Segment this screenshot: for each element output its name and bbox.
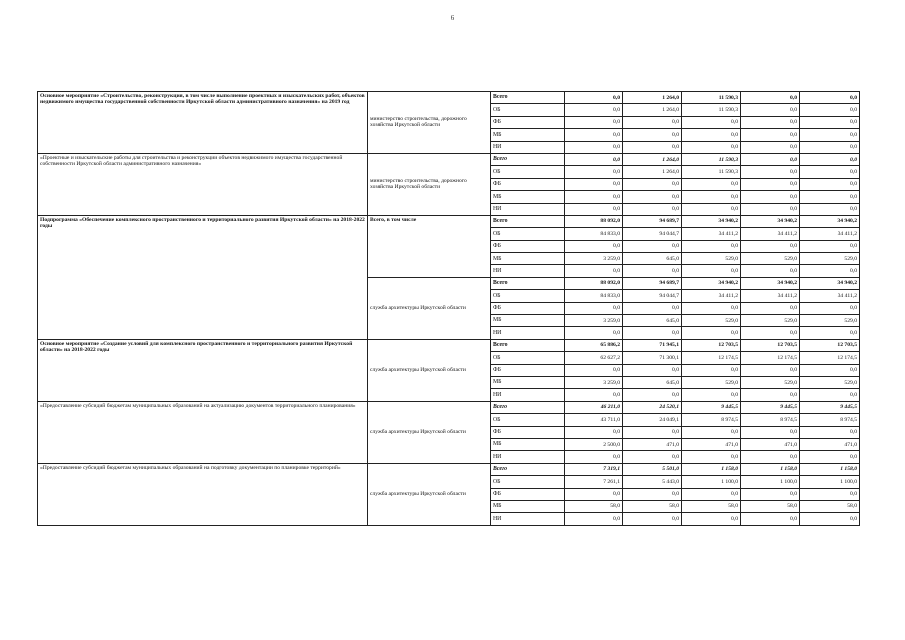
page-number: 6 <box>450 14 455 22</box>
amount-cell: 529,0 <box>800 376 860 388</box>
amount-cell: 58,0 <box>565 500 623 512</box>
amount-cell: 0,0 <box>741 92 800 104</box>
funding-source-cell: ФБ <box>491 302 565 314</box>
funding-source-cell: МБ <box>491 315 565 327</box>
amount-cell: 0,0 <box>682 513 741 525</box>
amount-cell: 0,0 <box>623 116 682 128</box>
amount-cell: 0,0 <box>565 116 623 128</box>
amount-cell: 0,0 <box>741 166 800 178</box>
funding-source-cell: Всего <box>491 153 565 165</box>
amount-cell: 34 411,2 <box>800 228 860 240</box>
executor-cell: министерство строительства, дорожного хозяйства Иркутской области <box>368 153 491 215</box>
amount-cell: 1 158,0 <box>682 463 741 475</box>
amount-cell: 0,0 <box>565 389 623 401</box>
table-body <box>38 92 860 526</box>
amount-cell: 0,0 <box>800 129 860 141</box>
amount-cell: 2 500,0 <box>565 438 623 450</box>
amount-cell: 0,0 <box>741 141 800 153</box>
amount-cell: 8 974,5 <box>682 414 741 426</box>
executor-cell: служба архитектуры Иркутской области <box>368 401 491 463</box>
amount-cell: 0,0 <box>623 302 682 314</box>
amount-cell: 0,0 <box>741 116 800 128</box>
amount-cell: 0,0 <box>565 426 623 438</box>
amount-cell: 529,0 <box>682 253 741 265</box>
table-row <box>38 463 860 475</box>
funding-source-cell: Всего <box>491 215 565 227</box>
amount-cell: 0,0 <box>623 129 682 141</box>
funding-source-cell: ФБ <box>491 364 565 376</box>
amount-cell: 5 501,0 <box>623 463 682 475</box>
amount-cell: 529,0 <box>741 376 800 388</box>
amount-cell: 1 158,0 <box>800 463 860 475</box>
table-row <box>38 92 860 104</box>
amount-cell: 0,0 <box>682 116 741 128</box>
funding-source-cell: ФБ <box>491 488 565 500</box>
amount-cell: 645,0 <box>623 315 682 327</box>
amount-cell: 58,0 <box>741 500 800 512</box>
amount-cell: 0,0 <box>682 141 741 153</box>
amount-cell: 0,0 <box>741 327 800 339</box>
amount-cell: 34 411,2 <box>800 290 860 302</box>
amount-cell: 1 264,0 <box>623 92 682 104</box>
amount-cell: 34 940,2 <box>682 277 741 289</box>
amount-cell: 0,0 <box>800 302 860 314</box>
amount-cell: 529,0 <box>800 253 860 265</box>
table-row <box>38 339 860 351</box>
funding-source-cell: ФБ <box>491 240 565 252</box>
funding-source-cell: МБ <box>491 376 565 388</box>
measure-title: Подпрограмма «Обеспечение комплексного пространственного и территориального развития Иркутской области» на 2018-2022 годы <box>38 215 368 339</box>
amount-cell: 65 886,2 <box>565 339 623 351</box>
funding-source-cell: НИ <box>491 513 565 525</box>
amount-cell: 7 319,1 <box>565 463 623 475</box>
amount-cell: 34 411,2 <box>741 228 800 240</box>
table-row <box>38 401 860 413</box>
amount-cell: 0,0 <box>682 302 741 314</box>
amount-cell: 1 100,0 <box>800 476 860 488</box>
amount-cell: 0,0 <box>741 191 800 203</box>
amount-cell: 0,0 <box>565 141 623 153</box>
amount-cell: 0,0 <box>741 426 800 438</box>
funding-source-cell: МБ <box>491 438 565 450</box>
funding-source-cell: ФБ <box>491 116 565 128</box>
amount-cell: 529,0 <box>741 315 800 327</box>
executor-cell: служба архитектуры Иркутской области <box>368 277 491 339</box>
amount-cell: 0,0 <box>682 451 741 463</box>
table-row <box>38 153 860 165</box>
funding-source-cell: НИ <box>491 389 565 401</box>
funding-source-cell: МБ <box>491 191 565 203</box>
amount-cell: 0,0 <box>800 104 860 116</box>
amount-cell: 0,0 <box>565 153 623 165</box>
amount-cell: 471,0 <box>741 438 800 450</box>
funding-source-cell: НИ <box>491 141 565 153</box>
measure-title: «Проектные и изыскательские работы для строительства и реконструкции объектов недвижимого имущества государственной собственности Иркутской области административного назначения» <box>38 153 368 215</box>
funding-source-cell: ОБ <box>491 414 565 426</box>
amount-cell: 3 259,0 <box>565 253 623 265</box>
amount-cell: 11 590,3 <box>682 153 741 165</box>
funding-source-cell: Всего <box>491 339 565 351</box>
executor-cell: служба архитектуры Иркутской области <box>368 339 491 401</box>
amount-cell: 1 100,0 <box>682 476 741 488</box>
funding-source-cell: ФБ <box>491 426 565 438</box>
amount-cell: 0,0 <box>682 191 741 203</box>
measure-title: «Предоставление субсидий бюджетам муниципальных образований на актуализацию документов территориального планирования» <box>38 401 368 463</box>
amount-cell: 62 627,2 <box>565 352 623 364</box>
amount-cell: 12 703,5 <box>800 339 860 351</box>
amount-cell: 0,0 <box>565 364 623 376</box>
amount-cell: 0,0 <box>800 265 860 277</box>
funding-source-cell: НИ <box>491 327 565 339</box>
amount-cell: 0,0 <box>682 265 741 277</box>
amount-cell: 0,0 <box>800 364 860 376</box>
amount-cell: 34 411,2 <box>682 290 741 302</box>
amount-cell: 5 443,0 <box>623 476 682 488</box>
amount-cell: 12 703,5 <box>682 339 741 351</box>
amount-cell: 0,0 <box>682 364 741 376</box>
amount-cell: 0,0 <box>741 265 800 277</box>
amount-cell: 88 092,0 <box>565 215 623 227</box>
amount-cell: 34 940,2 <box>800 215 860 227</box>
amount-cell: 0,0 <box>565 488 623 500</box>
amount-cell: 58,0 <box>682 500 741 512</box>
amount-cell: 1 264,0 <box>623 104 682 116</box>
amount-cell: 0,0 <box>682 129 741 141</box>
amount-cell: 0,0 <box>682 178 741 190</box>
funding-source-cell: Всего <box>491 401 565 413</box>
amount-cell: 34 940,2 <box>741 215 800 227</box>
amount-cell: 529,0 <box>682 315 741 327</box>
amount-cell: 8 974,5 <box>741 414 800 426</box>
amount-cell: 94 689,7 <box>623 277 682 289</box>
amount-cell: 1 158,0 <box>741 463 800 475</box>
amount-cell: 0,0 <box>565 203 623 215</box>
funding-source-cell: ОБ <box>491 228 565 240</box>
amount-cell: 24 520,1 <box>623 401 682 413</box>
amount-cell: 0,0 <box>682 426 741 438</box>
measure-title: Основное мероприятие «Создание условий для комплексного пространственного и территориального развития Иркутской области» на 2018-2022 годы <box>38 339 368 401</box>
amount-cell: 0,0 <box>741 153 800 165</box>
amount-cell: 8 974,5 <box>800 414 860 426</box>
funding-source-cell: НИ <box>491 451 565 463</box>
amount-cell: 0,0 <box>800 191 860 203</box>
amount-cell: 0,0 <box>623 426 682 438</box>
amount-cell: 0,0 <box>565 240 623 252</box>
amount-cell: 0,0 <box>623 513 682 525</box>
amount-cell: 12 703,5 <box>741 339 800 351</box>
amount-cell: 0,0 <box>623 488 682 500</box>
amount-cell: 0,0 <box>565 129 623 141</box>
amount-cell: 1 100,0 <box>741 476 800 488</box>
amount-cell: 0,0 <box>565 178 623 190</box>
amount-cell: 0,0 <box>800 141 860 153</box>
amount-cell: 0,0 <box>800 203 860 215</box>
amount-cell: 0,0 <box>565 451 623 463</box>
amount-cell: 58,0 <box>623 500 682 512</box>
funding-source-cell: МБ <box>491 500 565 512</box>
amount-cell: 0,0 <box>741 129 800 141</box>
amount-cell: 11 590,3 <box>682 92 741 104</box>
amount-cell: 12 174,5 <box>682 352 741 364</box>
measure-title: «Предоставление субсидий бюджетам муниципальных образований на подготовку документации по планировке территорий» <box>38 463 368 525</box>
amount-cell: 0,0 <box>682 240 741 252</box>
funding-source-cell: ОБ <box>491 104 565 116</box>
budget-table <box>37 91 860 526</box>
amount-cell: 0,0 <box>800 488 860 500</box>
funding-source-cell: Всего <box>491 463 565 475</box>
amount-cell: 34 940,2 <box>741 277 800 289</box>
amount-cell: 0,0 <box>800 178 860 190</box>
table-row <box>38 215 860 227</box>
amount-cell: 529,0 <box>682 376 741 388</box>
amount-cell: 94 044,7 <box>623 290 682 302</box>
amount-cell: 0,0 <box>741 240 800 252</box>
amount-cell: 0,0 <box>623 141 682 153</box>
funding-source-cell: МБ <box>491 253 565 265</box>
amount-cell: 471,0 <box>682 438 741 450</box>
amount-cell: 0,0 <box>623 451 682 463</box>
amount-cell: 0,0 <box>800 240 860 252</box>
amount-cell: 0,0 <box>741 451 800 463</box>
amount-cell: 0,0 <box>682 488 741 500</box>
amount-cell: 0,0 <box>800 166 860 178</box>
amount-cell: 0,0 <box>565 302 623 314</box>
amount-cell: 11 590,3 <box>682 166 741 178</box>
amount-cell: 84 833,0 <box>565 228 623 240</box>
amount-cell: 94 044,7 <box>623 228 682 240</box>
amount-cell: 0,0 <box>682 203 741 215</box>
amount-cell: 0,0 <box>623 364 682 376</box>
amount-cell: 34 411,2 <box>682 228 741 240</box>
amount-cell: 0,0 <box>800 513 860 525</box>
funding-source-cell: ОБ <box>491 352 565 364</box>
amount-cell: 94 689,7 <box>623 215 682 227</box>
amount-cell: 645,0 <box>623 376 682 388</box>
amount-cell: 0,0 <box>565 513 623 525</box>
amount-cell: 0,0 <box>800 451 860 463</box>
amount-cell: 529,0 <box>800 315 860 327</box>
amount-cell: 58,0 <box>800 500 860 512</box>
amount-cell: 9 445,5 <box>741 401 800 413</box>
amount-cell: 0,0 <box>741 488 800 500</box>
amount-cell: 9 445,5 <box>682 401 741 413</box>
amount-cell: 0,0 <box>800 92 860 104</box>
amount-cell: 0,0 <box>741 364 800 376</box>
funding-source-cell: Всего <box>491 277 565 289</box>
amount-cell: 0,0 <box>800 426 860 438</box>
amount-cell: 1 264,0 <box>623 166 682 178</box>
amount-cell: 12 174,5 <box>800 352 860 364</box>
amount-cell: 0,0 <box>565 104 623 116</box>
amount-cell: 0,0 <box>682 327 741 339</box>
amount-cell: 0,0 <box>682 389 741 401</box>
amount-cell: 34 411,2 <box>741 290 800 302</box>
funding-source-cell: ОБ <box>491 290 565 302</box>
amount-cell: 43 711,0 <box>565 414 623 426</box>
amount-cell: 0,0 <box>741 389 800 401</box>
amount-cell: 0,0 <box>623 265 682 277</box>
funding-source-cell: ОБ <box>491 166 565 178</box>
amount-cell: 471,0 <box>800 438 860 450</box>
amount-cell: 0,0 <box>741 178 800 190</box>
amount-cell: 3 259,0 <box>565 376 623 388</box>
amount-cell: 0,0 <box>565 327 623 339</box>
amount-cell: 34 940,2 <box>682 215 741 227</box>
amount-cell: 0,0 <box>623 178 682 190</box>
executor-cell: министерство строительства, дорожного хозяйства Иркутской области <box>368 92 491 154</box>
amount-cell: 0,0 <box>741 513 800 525</box>
funding-source-cell: НИ <box>491 265 565 277</box>
amount-cell: 11 590,3 <box>682 104 741 116</box>
amount-cell: 0,0 <box>800 116 860 128</box>
amount-cell: 0,0 <box>741 203 800 215</box>
amount-cell: 0,0 <box>623 240 682 252</box>
executor-cell: Всего, в том числе <box>368 215 491 277</box>
amount-cell: 71 300,1 <box>623 352 682 364</box>
amount-cell: 1 264,0 <box>623 153 682 165</box>
amount-cell: 88 092,0 <box>565 277 623 289</box>
amount-cell: 9 445,5 <box>800 401 860 413</box>
funding-source-cell: МБ <box>491 129 565 141</box>
amount-cell: 0,0 <box>800 327 860 339</box>
amount-cell: 0,0 <box>623 191 682 203</box>
amount-cell: 0,0 <box>565 265 623 277</box>
amount-cell: 0,0 <box>741 302 800 314</box>
measure-title: Основное мероприятие «Строительство, реконструкция, в том числе выполнение проектных и изыскательских работ, объектов недвижимого имущества государственной собственности Иркутской области административного назначения» на 2019 год <box>38 92 368 154</box>
funding-source-cell: Всего <box>491 92 565 104</box>
funding-source-cell: ОБ <box>491 476 565 488</box>
amount-cell: 3 259,0 <box>565 315 623 327</box>
amount-cell: 12 174,5 <box>741 352 800 364</box>
amount-cell: 471,0 <box>623 438 682 450</box>
amount-cell: 0,0 <box>800 389 860 401</box>
funding-source-cell: ФБ <box>491 178 565 190</box>
amount-cell: 71 945,1 <box>623 339 682 351</box>
amount-cell: 46 211,0 <box>565 401 623 413</box>
amount-cell: 0,0 <box>565 191 623 203</box>
amount-cell: 0,0 <box>565 166 623 178</box>
amount-cell: 645,0 <box>623 253 682 265</box>
amount-cell: 0,0 <box>623 389 682 401</box>
amount-cell: 0,0 <box>623 203 682 215</box>
amount-cell: 0,0 <box>623 327 682 339</box>
amount-cell: 7 261,1 <box>565 476 623 488</box>
amount-cell: 0,0 <box>800 153 860 165</box>
executor-cell: служба архитектуры Иркутской области <box>368 463 491 525</box>
amount-cell: 84 833,0 <box>565 290 623 302</box>
funding-source-cell: НИ <box>491 203 565 215</box>
amount-cell: 0,0 <box>565 92 623 104</box>
amount-cell: 529,0 <box>741 253 800 265</box>
amount-cell: 34 940,2 <box>800 277 860 289</box>
amount-cell: 24 049,1 <box>623 414 682 426</box>
amount-cell: 0,0 <box>741 104 800 116</box>
